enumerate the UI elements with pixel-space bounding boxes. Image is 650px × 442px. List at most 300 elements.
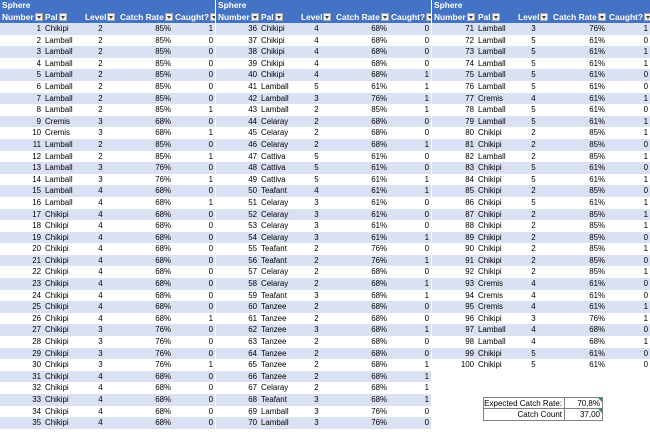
pal-cell[interactable]: Lamball <box>45 139 73 149</box>
level-cell[interactable]: 4 <box>98 232 103 242</box>
sphere-number-cell[interactable]: 74 <box>465 58 474 68</box>
sphere-number-cell[interactable]: 98 <box>465 337 474 347</box>
filter-dropdown-icon[interactable] <box>644 13 650 21</box>
pal-cell[interactable]: Chikipi <box>261 58 285 68</box>
sphere-number-cell[interactable]: 61 <box>248 313 257 323</box>
pal-cell[interactable]: Cattiva <box>261 151 286 161</box>
sphere-number-cell[interactable]: 78 <box>465 105 474 115</box>
catch-rate-cell[interactable]: 68% <box>155 395 171 404</box>
level-cell[interactable]: 3 <box>531 313 536 323</box>
level-cell[interactable]: 4 <box>314 70 319 80</box>
pal-cell[interactable]: Tanzee <box>261 348 287 358</box>
caught-cell[interactable]: 0 <box>424 47 429 57</box>
catch-rate-cell[interactable]: 61% <box>589 279 605 289</box>
caught-cell[interactable]: 0 <box>208 290 213 300</box>
caught-cell[interactable]: 0 <box>208 348 213 358</box>
sphere-number-cell[interactable]: 75 <box>465 70 474 80</box>
filter-dropdown-icon[interactable] <box>210 13 215 21</box>
sphere-number-cell[interactable]: 81 <box>465 139 474 149</box>
catch-rate-cell[interactable]: 85% <box>589 209 605 219</box>
caught-cell[interactable]: 0 <box>643 163 648 173</box>
sphere-number-cell[interactable]: 72 <box>465 35 474 45</box>
caught-cell[interactable]: 0 <box>424 337 429 347</box>
caught-cell[interactable]: 0 <box>208 116 213 126</box>
pal-cell[interactable]: Lamball <box>261 81 289 91</box>
level-cell[interactable]: 2 <box>531 151 536 161</box>
level-cell[interactable]: 2 <box>314 116 319 126</box>
pal-cell[interactable]: Lamball <box>478 81 506 91</box>
level-cell[interactable]: 3 <box>314 325 319 335</box>
sphere-number-cell[interactable]: 32 <box>32 383 41 393</box>
catch-rate-cell[interactable]: 61% <box>589 93 605 103</box>
caught-cell[interactable]: 0 <box>208 406 213 416</box>
sphere-number-cell[interactable]: 85 <box>465 186 474 196</box>
caught-cell[interactable]: 0 <box>424 302 429 312</box>
pal-cell[interactable]: Chikipi <box>45 313 69 323</box>
level-cell[interactable]: 5 <box>531 360 536 370</box>
sphere-number-cell[interactable]: 10 <box>32 128 41 138</box>
catch-rate-cell[interactable]: 68% <box>371 383 387 393</box>
level-cell[interactable]: 2 <box>314 348 319 358</box>
pal-cell[interactable]: Lamball <box>45 81 73 91</box>
catch-rate-cell[interactable]: 68% <box>371 128 387 138</box>
catch-rate-cell[interactable]: 76% <box>155 360 171 370</box>
catch-rate-cell[interactable]: 68% <box>155 371 171 381</box>
level-cell[interactable]: 5 <box>314 163 319 173</box>
sphere-number-cell[interactable]: 41 <box>248 81 257 91</box>
sphere-number-cell[interactable]: 19 <box>32 232 41 242</box>
sphere-number-cell[interactable]: 42 <box>248 93 257 103</box>
sphere-number-cell[interactable]: 94 <box>465 290 474 300</box>
level-cell[interactable]: 3 <box>98 360 103 370</box>
pal-cell[interactable]: Celaray <box>261 232 289 242</box>
caught-cell[interactable]: 1 <box>424 290 429 300</box>
sphere-number-cell[interactable]: 18 <box>32 221 41 231</box>
caught-cell[interactable]: 0 <box>424 24 429 33</box>
filter-dropdown-icon[interactable] <box>540 13 548 21</box>
catch-rate-cell[interactable]: 68% <box>371 116 387 126</box>
level-cell[interactable]: 5 <box>314 151 319 161</box>
pal-cell[interactable]: Cremis <box>478 290 503 300</box>
caught-cell[interactable]: 1 <box>643 302 648 312</box>
catch-rate-cell[interactable]: 85% <box>589 151 605 161</box>
caught-cell[interactable]: 1 <box>424 139 429 149</box>
pal-cell[interactable]: Celaray <box>261 209 289 219</box>
pal-cell[interactable]: Lamball <box>478 325 506 335</box>
catch-rate-cell[interactable]: 85% <box>589 139 605 149</box>
caught-cell[interactable]: 1 <box>208 197 213 207</box>
level-cell[interactable]: 4 <box>531 302 536 312</box>
pal-cell[interactable]: Lamball <box>478 58 506 68</box>
caught-cell[interactable]: 1 <box>424 371 429 381</box>
pal-cell[interactable]: Chikipi <box>478 163 502 173</box>
level-cell[interactable]: 3 <box>314 209 319 219</box>
level-cell[interactable]: 5 <box>531 348 536 358</box>
sphere-number-cell[interactable]: 55 <box>248 244 257 254</box>
catch-rate-cell[interactable]: 68% <box>371 139 387 149</box>
catch-rate-cell[interactable]: 61% <box>589 360 605 370</box>
catch-rate-cell[interactable]: 68% <box>155 290 171 300</box>
catch-rate-cell[interactable]: 68% <box>371 302 387 312</box>
level-cell[interactable]: 3 <box>314 232 319 242</box>
level-cell[interactable]: 3 <box>314 418 319 428</box>
pal-cell[interactable]: Celaray <box>261 279 289 289</box>
catch-rate-cell[interactable]: 76% <box>155 163 171 173</box>
pal-cell[interactable]: Chikipi <box>45 302 69 312</box>
caught-cell[interactable]: 0 <box>643 70 648 80</box>
catch-rate-cell[interactable]: 68% <box>371 47 387 57</box>
pal-cell[interactable]: Tanzee <box>261 302 287 312</box>
caught-cell[interactable]: 1 <box>424 105 429 115</box>
pal-cell[interactable]: Lamball <box>45 47 73 57</box>
catch-rate-cell[interactable]: 76% <box>155 348 171 358</box>
catch-rate-cell[interactable]: 85% <box>155 47 171 57</box>
pal-cell[interactable]: Chikipi <box>45 418 69 428</box>
caught-cell[interactable]: 0 <box>424 406 429 416</box>
caught-cell[interactable]: 1 <box>643 221 648 231</box>
level-cell[interactable]: 5 <box>531 174 536 184</box>
filter-dropdown-icon[interactable] <box>492 13 500 21</box>
pal-cell[interactable]: Chikipi <box>261 47 285 57</box>
caught-cell[interactable]: 0 <box>208 81 213 91</box>
caught-cell[interactable]: 0 <box>424 116 429 126</box>
catch-rate-cell[interactable]: 61% <box>371 151 387 161</box>
catch-rate-cell[interactable]: 68% <box>371 290 387 300</box>
caught-cell[interactable]: 0 <box>424 163 429 173</box>
sphere-number-cell[interactable]: 31 <box>32 371 41 381</box>
level-cell[interactable]: 4 <box>531 93 536 103</box>
pal-cell[interactable]: Lamball <box>478 35 506 45</box>
filter-dropdown-icon[interactable] <box>426 13 431 21</box>
pal-cell[interactable]: Chikipi <box>45 360 69 370</box>
level-cell[interactable]: 2 <box>314 302 319 312</box>
caught-cell[interactable]: 1 <box>643 24 648 33</box>
pal-cell[interactable]: Lamball <box>478 151 506 161</box>
catch-rate-cell[interactable]: 85% <box>155 35 171 45</box>
level-cell[interactable]: 4 <box>531 337 536 347</box>
catch-rate-cell[interactable]: 68% <box>155 197 171 207</box>
catch-rate-cell[interactable]: 61% <box>589 70 605 80</box>
filter-dropdown-icon[interactable] <box>598 13 606 21</box>
level-cell[interactable]: 2 <box>314 371 319 381</box>
pal-cell[interactable]: Teafant <box>261 186 287 196</box>
level-cell[interactable]: 2 <box>314 255 319 265</box>
caught-cell[interactable]: 0 <box>424 267 429 277</box>
pal-cell[interactable]: Lamball <box>478 70 506 80</box>
sphere-number-cell[interactable]: 22 <box>32 267 41 277</box>
caught-cell[interactable]: 0 <box>643 279 648 289</box>
pal-cell[interactable]: Tanzee <box>261 360 287 370</box>
catch-rate-cell[interactable]: 61% <box>589 348 605 358</box>
level-cell[interactable]: 5 <box>531 47 536 57</box>
caught-cell[interactable]: 1 <box>424 383 429 393</box>
sphere-number-cell[interactable]: 100 <box>460 360 474 370</box>
caught-cell[interactable]: 1 <box>424 186 429 196</box>
catch-rate-cell[interactable]: 61% <box>589 116 605 126</box>
pal-cell[interactable]: Celaray <box>261 221 289 231</box>
caught-cell[interactable]: 1 <box>424 93 429 103</box>
catch-rate-cell[interactable]: 68% <box>155 221 171 231</box>
sphere-number-cell[interactable]: 79 <box>465 116 474 126</box>
level-cell[interactable]: 4 <box>98 313 103 323</box>
level-cell[interactable]: 4 <box>314 47 319 57</box>
caught-cell[interactable]: 0 <box>643 186 648 196</box>
sphere-number-cell[interactable]: 59 <box>248 290 257 300</box>
caught-cell[interactable]: 0 <box>424 313 429 323</box>
pal-cell[interactable]: Chikipi <box>45 279 69 289</box>
catch-rate-cell[interactable]: 85% <box>155 58 171 68</box>
pal-cell[interactable]: Cattiva <box>261 174 286 184</box>
caught-cell[interactable]: 1 <box>424 70 429 80</box>
pal-cell[interactable]: Lamball <box>261 93 289 103</box>
sphere-number-cell[interactable]: 38 <box>248 47 257 57</box>
level-cell[interactable]: 2 <box>314 383 319 393</box>
pal-cell[interactable]: Lamball <box>261 406 289 416</box>
sphere-number-cell[interactable]: 7 <box>36 93 41 103</box>
pal-cell[interactable]: Cremis <box>478 93 503 103</box>
pal-cell[interactable]: Chikipi <box>478 360 502 370</box>
level-cell[interactable]: 4 <box>98 406 103 416</box>
sphere-number-cell[interactable]: 82 <box>465 151 474 161</box>
sphere-number-cell[interactable]: 9 <box>36 116 41 126</box>
caught-cell[interactable]: 1 <box>643 197 648 207</box>
caught-cell[interactable]: 1 <box>208 174 213 184</box>
catch-rate-cell[interactable]: 61% <box>371 186 387 196</box>
filter-dropdown-icon[interactable] <box>107 13 115 21</box>
sphere-number-cell[interactable]: 26 <box>32 313 41 323</box>
pal-cell[interactable]: Celaray <box>261 383 289 393</box>
caught-cell[interactable]: 0 <box>643 105 648 115</box>
caught-cell[interactable]: 0 <box>424 221 429 231</box>
expected-catch-rate-value[interactable] <box>565 397 603 409</box>
catch-rate-cell[interactable]: 76% <box>371 93 387 103</box>
caught-cell[interactable]: 0 <box>208 244 213 254</box>
caught-cell[interactable]: 1 <box>424 81 429 91</box>
catch-rate-cell[interactable]: 68% <box>155 186 171 196</box>
sphere-number-cell[interactable]: 93 <box>465 279 474 289</box>
catch-rate-cell[interactable]: 85% <box>155 139 171 149</box>
catch-count-label[interactable]: Catch Count <box>483 409 565 421</box>
level-cell[interactable]: 4 <box>314 24 319 33</box>
sphere-number-cell[interactable]: 67 <box>248 383 257 393</box>
caught-cell[interactable]: 0 <box>424 209 429 219</box>
catch-rate-cell[interactable]: 85% <box>155 151 171 161</box>
level-cell[interactable]: 2 <box>98 151 103 161</box>
catch-rate-cell[interactable]: 76% <box>589 313 605 323</box>
sphere-number-cell[interactable]: 57 <box>248 267 257 277</box>
level-cell[interactable]: 4 <box>98 418 103 428</box>
catch-rate-cell[interactable]: 68% <box>371 24 387 33</box>
catch-rate-cell[interactable]: 61% <box>371 197 387 207</box>
catch-rate-cell[interactable]: 85% <box>589 244 605 254</box>
caught-cell[interactable]: 0 <box>643 35 648 45</box>
caught-cell[interactable]: 1 <box>643 267 648 277</box>
level-cell[interactable]: 2 <box>531 255 536 265</box>
catch-rate-cell[interactable]: 68% <box>371 70 387 80</box>
pal-cell[interactable]: Lamball <box>45 58 73 68</box>
pal-cell[interactable]: Chikipi <box>45 24 69 33</box>
catch-rate-cell[interactable]: 61% <box>589 290 605 300</box>
level-cell[interactable]: 5 <box>531 81 536 91</box>
level-cell[interactable]: 2 <box>98 70 103 80</box>
pal-cell[interactable]: Teafant <box>261 244 287 254</box>
level-cell[interactable]: 4 <box>98 197 103 207</box>
caught-cell[interactable]: 0 <box>208 325 213 335</box>
caught-cell[interactable]: 0 <box>643 139 648 149</box>
level-cell[interactable]: 2 <box>531 221 536 231</box>
filter-dropdown-icon[interactable] <box>275 13 283 21</box>
sphere-number-cell[interactable]: 60 <box>248 302 257 312</box>
sphere-number-cell[interactable]: 73 <box>465 47 474 57</box>
sphere-number-cell[interactable]: 2 <box>36 35 41 45</box>
pal-cell[interactable]: Chikipi <box>45 337 69 347</box>
sphere-number-cell[interactable]: 12 <box>32 151 41 161</box>
catch-rate-cell[interactable]: 61% <box>589 174 605 184</box>
caught-cell[interactable]: 1 <box>208 105 213 115</box>
level-cell[interactable]: 3 <box>314 290 319 300</box>
caught-cell[interactable]: 1 <box>643 313 648 323</box>
sphere-number-cell[interactable]: 5 <box>36 70 41 80</box>
caught-cell[interactable]: 1 <box>208 360 213 370</box>
caught-cell[interactable]: 1 <box>643 244 648 254</box>
level-cell[interactable]: 2 <box>314 360 319 370</box>
level-cell[interactable]: 4 <box>531 279 536 289</box>
pal-cell[interactable]: Chikipi <box>478 128 502 138</box>
level-cell[interactable]: 2 <box>314 105 319 115</box>
caught-cell[interactable]: 0 <box>424 197 429 207</box>
level-cell[interactable]: 4 <box>314 58 319 68</box>
catch-rate-cell[interactable]: 76% <box>155 325 171 335</box>
pal-cell[interactable]: Lamball <box>261 418 289 428</box>
level-cell[interactable]: 4 <box>98 221 103 231</box>
filter-dropdown-icon[interactable] <box>35 13 43 21</box>
sphere-number-cell[interactable]: 20 <box>32 244 41 254</box>
caught-cell[interactable]: 0 <box>208 232 213 242</box>
catch-rate-cell[interactable]: 61% <box>589 58 605 68</box>
level-cell[interactable]: 3 <box>98 325 103 335</box>
catch-rate-cell[interactable]: 85% <box>589 267 605 277</box>
catch-rate-cell[interactable]: 68% <box>155 255 171 265</box>
pal-cell[interactable]: Lamball <box>478 337 506 347</box>
sphere-number-cell[interactable]: 50 <box>248 186 257 196</box>
sphere-number-cell[interactable]: 39 <box>248 58 257 68</box>
caught-cell[interactable]: 0 <box>208 279 213 289</box>
level-cell[interactable]: 4 <box>98 244 103 254</box>
sphere-number-cell[interactable]: 54 <box>248 232 257 242</box>
pal-cell[interactable]: Teafant <box>261 255 287 265</box>
level-cell[interactable]: 2 <box>314 279 319 289</box>
catch-rate-cell[interactable]: 68% <box>371 35 387 45</box>
filter-dropdown-icon[interactable] <box>381 13 389 21</box>
pal-cell[interactable]: Chikipi <box>45 348 69 358</box>
catch-rate-cell[interactable]: 85% <box>589 221 605 231</box>
catch-rate-cell[interactable]: 68% <box>155 313 171 323</box>
caught-cell[interactable]: 0 <box>208 221 213 231</box>
caught-cell[interactable]: 1 <box>424 360 429 370</box>
pal-cell[interactable]: Chikipi <box>261 24 285 33</box>
pal-cell[interactable]: Chikipi <box>478 348 502 358</box>
sphere-number-cell[interactable]: 71 <box>465 24 474 33</box>
level-cell[interactable]: 2 <box>98 105 103 115</box>
caught-cell[interactable]: 1 <box>208 24 213 33</box>
sphere-number-cell[interactable]: 80 <box>465 128 474 138</box>
caught-cell[interactable]: 0 <box>208 337 213 347</box>
level-cell[interactable]: 2 <box>98 93 103 103</box>
pal-cell[interactable]: Lamball <box>45 70 73 80</box>
caught-cell[interactable]: 0 <box>424 151 429 161</box>
caught-cell[interactable]: 0 <box>208 70 213 80</box>
caught-cell[interactable]: 1 <box>208 151 213 161</box>
pal-cell[interactable]: Chikipi <box>478 313 502 323</box>
level-cell[interactable]: 2 <box>531 128 536 138</box>
caught-cell[interactable]: 0 <box>424 58 429 68</box>
pal-cell[interactable]: Chikipi <box>478 174 502 184</box>
catch-rate-cell[interactable]: 68% <box>371 325 387 335</box>
caught-cell[interactable]: 1 <box>424 395 429 404</box>
level-cell[interactable]: 2 <box>314 337 319 347</box>
catch-rate-cell[interactable]: 85% <box>589 255 605 265</box>
pal-cell[interactable]: Chikipi <box>45 267 69 277</box>
caught-cell[interactable]: 1 <box>643 58 648 68</box>
sphere-number-cell[interactable]: 40 <box>248 70 257 80</box>
level-cell[interactable]: 3 <box>98 337 103 347</box>
pal-cell[interactable]: Cattiva <box>261 163 286 173</box>
level-cell[interactable]: 3 <box>98 128 103 138</box>
level-cell[interactable]: 2 <box>98 139 103 149</box>
catch-rate-cell[interactable]: 68% <box>155 267 171 277</box>
catch-rate-cell[interactable]: 61% <box>589 35 605 45</box>
level-cell[interactable]: 3 <box>98 163 103 173</box>
pal-cell[interactable]: Lamball <box>45 197 73 207</box>
level-cell[interactable]: 3 <box>314 197 319 207</box>
level-cell[interactable]: 2 <box>98 81 103 91</box>
sphere-number-cell[interactable]: 3 <box>36 47 41 57</box>
filter-dropdown-icon[interactable] <box>467 13 475 21</box>
sphere-number-cell[interactable]: 65 <box>248 360 257 370</box>
pal-cell[interactable]: Cremis <box>45 128 70 138</box>
level-cell[interactable]: 2 <box>531 139 536 149</box>
level-cell[interactable]: 5 <box>314 81 319 91</box>
level-cell[interactable]: 2 <box>98 47 103 57</box>
caught-cell[interactable]: 0 <box>208 35 213 45</box>
caught-cell[interactable]: 0 <box>208 302 213 312</box>
sphere-number-cell[interactable]: 29 <box>32 348 41 358</box>
pal-cell[interactable]: Lamball <box>45 174 73 184</box>
sphere-number-cell[interactable]: 66 <box>248 371 257 381</box>
sphere-number-cell[interactable]: 96 <box>465 313 474 323</box>
expected-catch-rate-label[interactable]: Expected Catch Rate: <box>483 397 565 409</box>
caught-cell[interactable]: 1 <box>208 313 213 323</box>
catch-rate-cell[interactable]: 68% <box>589 337 605 347</box>
catch-rate-cell[interactable]: 76% <box>589 24 605 33</box>
level-cell[interactable]: 4 <box>98 209 103 219</box>
sphere-number-cell[interactable]: 51 <box>248 197 257 207</box>
caught-cell[interactable]: 1 <box>424 232 429 242</box>
catch-rate-cell[interactable]: 61% <box>371 221 387 231</box>
catch-rate-cell[interactable]: 68% <box>155 418 171 428</box>
level-cell[interactable]: 2 <box>314 267 319 277</box>
sphere-number-cell[interactable]: 24 <box>32 290 41 300</box>
level-cell[interactable]: 5 <box>531 35 536 45</box>
level-cell[interactable]: 3 <box>314 93 319 103</box>
pal-cell[interactable]: Chikipi <box>45 290 69 300</box>
caught-cell[interactable]: 0 <box>643 81 648 91</box>
pal-cell[interactable]: Chikipi <box>478 255 502 265</box>
pal-cell[interactable]: Lamball <box>45 93 73 103</box>
caught-cell[interactable]: 1 <box>643 209 648 219</box>
caught-cell[interactable]: 1 <box>424 325 429 335</box>
sphere-number-cell[interactable]: 76 <box>465 81 474 91</box>
